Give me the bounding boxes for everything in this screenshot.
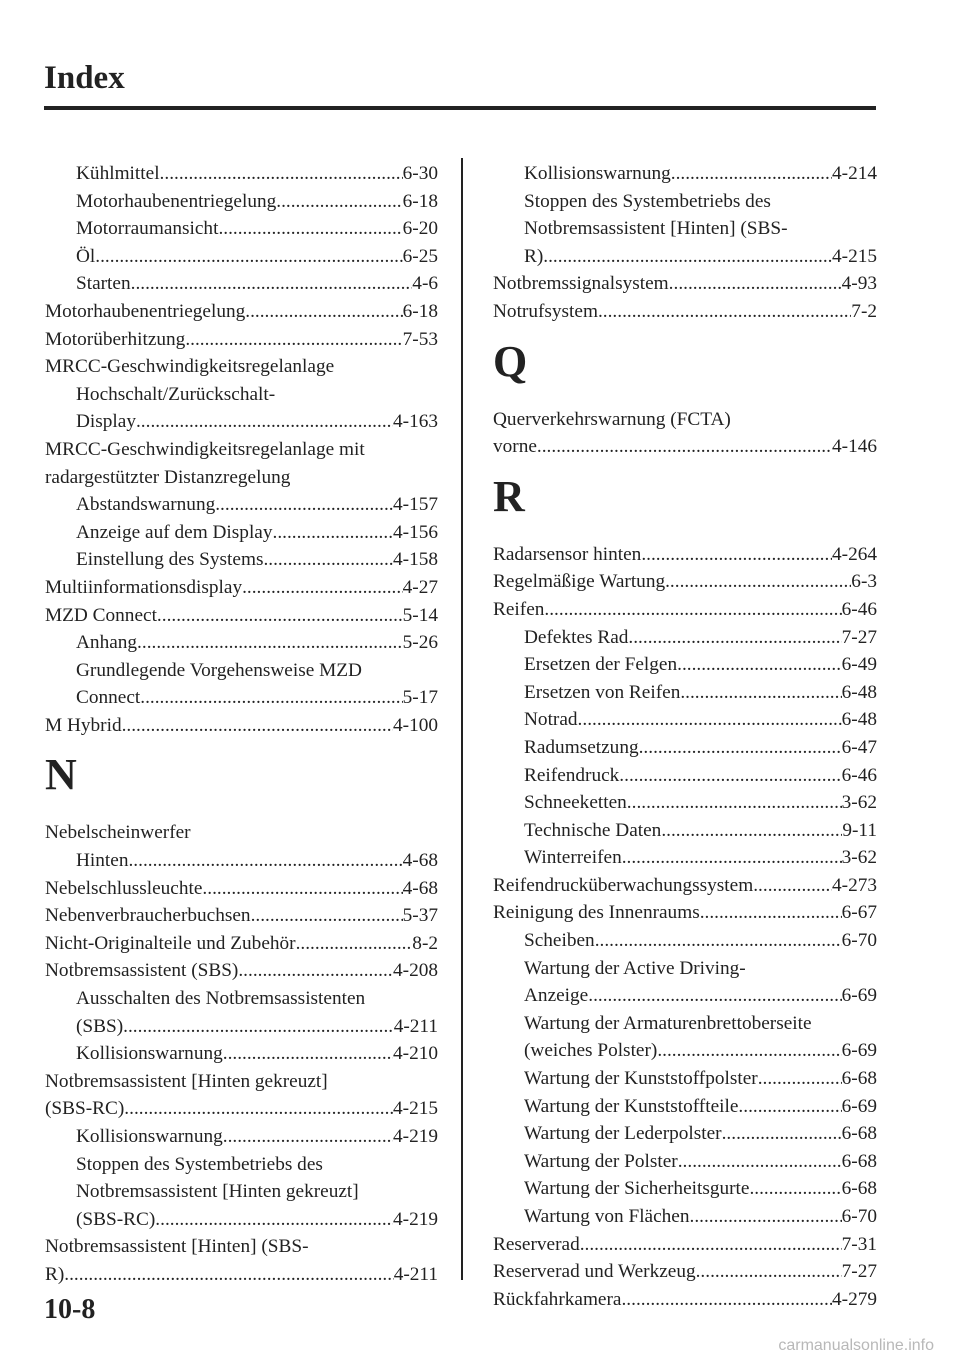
index-entry-label: Reserverad: [493, 1233, 580, 1255]
index-entry: [493, 1148, 877, 1176]
index-entry: [493, 624, 877, 652]
index-entry-label: Motorüberhitzung: [45, 328, 186, 350]
index-entry: [45, 930, 438, 958]
dot-leader: [580, 1231, 842, 1259]
index-entry: [45, 519, 438, 547]
index-entry-text: [45, 464, 438, 492]
index-entry-page: 6-18: [402, 300, 438, 322]
watermark: carmanualsonline.info: [778, 1337, 934, 1354]
dot-leader: [578, 706, 842, 734]
index-entry-page: 3-62: [841, 792, 877, 814]
index-entry: [45, 160, 438, 188]
index-entry-page: 6-47: [841, 736, 877, 758]
index-entry-label: Winterreifen: [524, 847, 622, 869]
index-entry-page: 6-48: [841, 681, 877, 703]
index-entry-label: radargestützter Distanzregelung: [45, 466, 291, 488]
index-entry-page: 4-273: [832, 874, 877, 896]
index-entry: [493, 596, 877, 624]
index-entry-label: Nebenverbraucherbuchsen: [45, 905, 251, 927]
index-entry-label: Grundlegende Vorgehensweise MZD: [76, 659, 362, 681]
dot-leader: [263, 546, 393, 574]
index-entry: [493, 1093, 877, 1121]
index-entry-page: 4-215: [393, 1098, 438, 1120]
index-entry-label: R): [45, 1263, 65, 1285]
index-entry-label: Starten: [76, 273, 131, 295]
column-divider: [461, 158, 463, 1280]
dot-leader: [639, 734, 842, 762]
index-entry-page: 4-214: [832, 163, 877, 184]
index-entry-page: 4-6: [412, 273, 438, 295]
index-entry-label: Wartung der Lederpolster: [524, 1123, 722, 1145]
dot-leader: [677, 651, 842, 679]
index-entry-text: [45, 985, 438, 1013]
index-entry-page: 4-219: [393, 1208, 438, 1230]
index-entry-page: 6-48: [841, 709, 877, 731]
index-entry-label: (SBS): [76, 1015, 124, 1037]
dot-leader: [124, 1095, 393, 1123]
index-entry-page: 6-68: [841, 1068, 877, 1090]
dot-leader: [700, 899, 842, 927]
index-entry-page: 6-68: [841, 1123, 877, 1145]
index-entry-page: 4-68: [402, 850, 438, 872]
index-entry: [493, 651, 877, 679]
dot-leader: [123, 1013, 394, 1041]
dot-leader: [242, 574, 403, 602]
dot-leader: [680, 679, 841, 707]
index-entry-page: 4-163: [393, 411, 438, 433]
dot-leader: [622, 844, 842, 872]
dot-leader: [273, 519, 394, 547]
index-entry-label: Motorraumansicht: [76, 218, 219, 240]
index-entry: [45, 1123, 438, 1151]
index-entry: [45, 546, 438, 574]
index-entry-page: 6-68: [841, 1150, 877, 1172]
index-entry: [45, 298, 438, 326]
index-entry-page: 4-156: [393, 521, 438, 543]
index-entry-page: 6-25: [402, 245, 438, 267]
index-entry: [493, 243, 877, 271]
index-entry-text: [493, 406, 877, 434]
index-entry-page: 6-70: [841, 930, 877, 952]
index-column-right: [493, 160, 877, 1313]
dot-leader: [128, 847, 402, 875]
index-entry-page: 7-27: [841, 626, 877, 648]
index-entry-label: Connect: [76, 687, 141, 709]
dot-leader: [696, 1258, 842, 1286]
dot-leader: [137, 629, 403, 657]
index-entry-page: 4-146: [832, 436, 877, 458]
index-entry: [493, 844, 877, 872]
index-entry: [493, 679, 877, 707]
index-entry-page: 9-11: [842, 819, 877, 841]
index-entry-label: Nebelschlussleuchte: [45, 877, 203, 899]
dot-leader: [749, 1175, 841, 1203]
index-entry-label: MRCC-Geschwindigkeitsregelanlage: [45, 356, 335, 378]
index-entry-label: (SBS-RC): [45, 1098, 125, 1120]
index-entry: [493, 817, 877, 845]
index-entry-text: [493, 955, 877, 983]
index-entry-label: Notrufsystem: [493, 300, 598, 322]
dot-leader: [588, 982, 841, 1010]
dot-leader: [238, 957, 393, 985]
dot-leader: [738, 1093, 841, 1121]
dot-leader: [276, 188, 402, 216]
section-letter-heading: R: [493, 471, 525, 521]
index-entry: [45, 712, 438, 740]
index-entry-label: MRCC-Geschwindigkeitsregelanlage mit: [45, 438, 365, 460]
index-entry-label: Display: [76, 411, 136, 433]
index-entry: [45, 684, 438, 712]
index-entry: [45, 574, 438, 602]
index-entry-page: 6-18: [402, 190, 438, 212]
index-entry-label: (weiches Polster): [524, 1040, 658, 1062]
index-entry-page: 6-69: [841, 1040, 877, 1062]
index-entry: [493, 568, 877, 596]
index-entry-label: Schneeketten: [524, 792, 627, 814]
dot-leader: [215, 491, 393, 519]
index-entry: [493, 1175, 877, 1203]
index-entry-label: Ersetzen der Felgen: [524, 654, 678, 676]
index-entry-label: Notbremsassistent (SBS): [45, 960, 239, 982]
dot-leader: [202, 875, 402, 903]
dot-leader: [758, 1065, 842, 1093]
index-entry-label: Kühlmittel: [76, 163, 160, 184]
index-entry-label: Wartung der Armaturenbrettoberseite: [524, 1012, 812, 1034]
dot-leader: [678, 1148, 842, 1176]
index-entry-label: Reifendrucküberwachungssystem: [493, 874, 754, 896]
page-title: Index: [44, 60, 125, 96]
index-entry-label: Einstellung des Systems: [76, 549, 264, 571]
index-entry: [493, 899, 877, 927]
dot-leader: [245, 298, 402, 326]
index-entry: [493, 1286, 877, 1314]
index-entry-page: 5-26: [402, 632, 438, 654]
dot-leader: [619, 762, 841, 790]
index-entry: [45, 243, 438, 271]
index-entry-label: Radarsensor hinten: [493, 543, 642, 565]
index-entry-page: 6-3: [851, 571, 877, 593]
index-entry-text: [45, 819, 438, 847]
page-number: 10-8: [44, 1294, 96, 1325]
dot-leader: [595, 927, 842, 955]
index-entry-page: 4-68: [402, 877, 438, 899]
index-entry-page: 6-70: [841, 1206, 877, 1227]
index-entry-text: [45, 381, 438, 409]
index-entry-page: 4-157: [393, 494, 438, 516]
index-entry: [493, 1203, 877, 1231]
index-entry: [493, 734, 877, 762]
dot-leader: [131, 270, 413, 298]
index-entry-label: R): [524, 245, 544, 267]
index-entry-label: Wartung der Kunststoffteile: [524, 1095, 739, 1117]
index-entry-label: Reinigung des Innenraums: [493, 902, 700, 924]
dot-leader: [251, 902, 403, 930]
index-entry: [45, 957, 438, 985]
index-entry-text: [493, 188, 877, 216]
index-entry: [493, 541, 877, 569]
dot-leader: [753, 872, 832, 900]
dot-leader: [64, 1261, 393, 1289]
dot-leader: [223, 1040, 393, 1068]
index-entry-label: Ersetzen von Reifen: [524, 681, 681, 703]
index-entry: [45, 902, 438, 930]
index-entry-label: Kollisionswarnung: [76, 1043, 223, 1065]
dot-leader: [544, 596, 841, 624]
index-entry-label: Notbremsassistent [Hinten gekreuzt]: [76, 1181, 359, 1203]
dot-leader: [185, 326, 402, 354]
index-entry-text: [45, 1178, 438, 1206]
index-entry-page: 4-27: [402, 576, 438, 598]
index-entry-label: Öl: [76, 245, 96, 267]
index-entry: [493, 1231, 877, 1259]
index-entry-label: Wartung der Active Driving-: [524, 957, 746, 979]
index-entry-page: 6-69: [841, 985, 877, 1007]
index-entry-label: Wartung der Sicherheitsgurte: [524, 1178, 750, 1200]
index-entry: [493, 872, 877, 900]
index-entry: [45, 215, 438, 243]
index-entry-label: Notbremsassistent [Hinten gekreuzt]: [45, 1070, 328, 1092]
index-entry-page: 6-46: [841, 764, 877, 786]
dot-leader: [218, 215, 402, 243]
index-entry-text: [493, 215, 877, 243]
index-entry-label: Anzeige auf dem Display: [76, 521, 273, 543]
index-entry-page: 5-17: [402, 687, 438, 709]
index-entry-label: Anhang: [76, 632, 138, 654]
index-entry-label: Regelmäßige Wartung: [493, 571, 666, 593]
index-entry-text: [45, 1151, 438, 1179]
index-entry-label: Multiinformationsdisplay: [45, 576, 243, 598]
index-entry-text: [45, 353, 438, 381]
section-letter-heading: Q: [493, 336, 528, 386]
index-entry-label: Wartung von Flächen: [524, 1206, 690, 1227]
index-entry-label: M Hybrid: [45, 714, 122, 736]
index-entry: [493, 1037, 877, 1065]
index-entry: [493, 762, 877, 790]
index-entry-label: Reifendruck: [524, 764, 620, 786]
index-entry-text: [45, 1068, 438, 1096]
dot-leader: [140, 684, 402, 712]
index-entry-label: Querverkehrswarnung (FCTA): [493, 408, 731, 430]
index-entry-page: 4-210: [393, 1043, 438, 1065]
index-entry: [493, 160, 877, 188]
dot-leader: [627, 789, 842, 817]
index-entry: [493, 1120, 877, 1148]
index-entry-label: Reserverad und Werkzeug: [493, 1261, 696, 1283]
index-entry-text: [45, 436, 438, 464]
dot-leader: [628, 624, 841, 652]
dot-leader: [598, 298, 851, 326]
index-entry-label: Notbremsassistent [Hinten] (SBS-: [45, 1236, 309, 1258]
index-entry: [493, 298, 877, 326]
dot-leader: [641, 541, 832, 569]
index-entry-page: 4-215: [832, 245, 877, 267]
index-entry-page: 4-211: [393, 1015, 438, 1037]
index-entry-page: 6-69: [841, 1095, 877, 1117]
index-entry: [45, 629, 438, 657]
index-entry: [45, 326, 438, 354]
index-entry-page: 6-30: [402, 163, 438, 184]
index-entry-label: Radumsetzung: [524, 736, 639, 758]
index-entry-text: [45, 657, 438, 685]
index-entry: [45, 1261, 438, 1289]
index-entry: [45, 188, 438, 216]
index-entry: [45, 847, 438, 875]
index-entry-label: Wartung der Kunststoffpolster: [524, 1068, 758, 1090]
index-entry-label: Scheiben: [524, 930, 595, 952]
index-entry-page: 8-2: [412, 932, 438, 954]
index-entry-page: 7-31: [841, 1233, 877, 1255]
index-entry-label: Reifen: [493, 598, 545, 620]
index-entry-text: [493, 1010, 877, 1038]
index-entry: [45, 1013, 438, 1041]
dot-leader: [722, 1120, 842, 1148]
index-entry-label: Wartung der Polster: [524, 1150, 678, 1172]
dot-leader: [155, 1206, 393, 1234]
index-entry: [493, 1065, 877, 1093]
index-entry-page: 6-49: [841, 654, 877, 676]
index-entry: [45, 875, 438, 903]
index-entry: [45, 1095, 438, 1123]
index-entry-page: 4-100: [393, 714, 438, 736]
index-entry-label: Stoppen des Systembetriebs des: [524, 190, 771, 212]
index-entry: [493, 927, 877, 955]
index-entry-page: 4-208: [393, 960, 438, 982]
dot-leader: [543, 243, 832, 271]
dot-leader: [136, 408, 393, 436]
index-entry-page: 6-67: [841, 902, 877, 924]
dot-leader: [665, 568, 851, 596]
index-entry-page: 4-279: [832, 1288, 877, 1310]
index-entry-label: Hinten: [76, 850, 129, 872]
index-entry: [45, 1040, 438, 1068]
dot-leader: [296, 930, 413, 958]
index-entry: [45, 1206, 438, 1234]
index-entry: [493, 982, 877, 1010]
dot-leader: [537, 433, 832, 461]
index-entry-page: 6-46: [841, 598, 877, 620]
index-entry-label: Defektes Rad: [524, 626, 629, 648]
index-entry: [493, 1258, 877, 1286]
index-entry-label: Hochschalt/Zurückschalt-: [76, 383, 276, 405]
dot-leader: [661, 817, 842, 845]
index-entry-label: Notbremssignalsystem: [493, 273, 669, 295]
index-entry-page: 4-219: [393, 1126, 438, 1147]
dot-leader: [671, 160, 832, 188]
dot-leader: [657, 1037, 841, 1065]
index-entry-page: 6-20: [402, 218, 438, 240]
index-entry-page: 4-211: [393, 1263, 438, 1285]
index-entry-label: MZD Connect: [45, 604, 157, 626]
index-entry-label: Anzeige: [524, 985, 589, 1007]
index-entry: [45, 491, 438, 519]
dot-leader: [690, 1203, 842, 1231]
index-entry-page: 7-53: [402, 328, 438, 350]
index-entry-text: [45, 1233, 438, 1261]
index-entry-label: Nebelscheinwerfer: [45, 822, 191, 844]
index-entry: [493, 789, 877, 817]
index-entry-page: 6-68: [841, 1178, 877, 1200]
section-letter-heading: N: [45, 750, 77, 800]
dot-leader: [669, 270, 842, 298]
index-entry-page: 5-14: [402, 604, 438, 626]
index-entry-label: Kollisionswarnung: [524, 163, 671, 184]
index-entry-page: 3-62: [841, 847, 877, 869]
index-entry-label: Ausschalten des Notbremsassistenten: [76, 988, 366, 1010]
index-entry-label: (SBS-RC): [76, 1208, 156, 1230]
dot-leader: [157, 602, 403, 630]
index-column-left: [45, 160, 438, 1289]
index-entry: [45, 408, 438, 436]
index-entry-label: Rückfahrkamera: [493, 1288, 622, 1310]
index-entry-label: vorne: [493, 436, 537, 458]
index-entry-page: 7-27: [841, 1261, 877, 1283]
dot-leader: [160, 160, 403, 188]
index-entry-label: Kollisionswarnung: [76, 1126, 223, 1147]
index-entry: [493, 270, 877, 298]
index-entry-label: Notbremsassistent [Hinten] (SBS-: [524, 218, 788, 240]
index-entry-page: 4-93: [841, 273, 877, 295]
index-entry: [45, 270, 438, 298]
index-entry-page: 4-264: [832, 543, 877, 565]
index-entry-page: 5-37: [402, 905, 438, 927]
index-entry: [493, 706, 877, 734]
index-entry-page: 7-2: [851, 300, 877, 322]
index-entry: [45, 602, 438, 630]
index-entry-label: Notrad: [524, 709, 578, 731]
dot-leader: [122, 712, 393, 740]
index-entry: [493, 433, 877, 461]
dot-leader: [223, 1123, 393, 1151]
index-entry-label: Abstandswarnung: [76, 494, 216, 516]
dot-leader: [95, 243, 402, 271]
index-entry-label: Stoppen des Systembetriebs des: [76, 1153, 323, 1175]
index-entry-label: Nicht-Originalteile und Zubehör: [45, 932, 296, 954]
index-entry-label: Motorhaubenentriegelung: [45, 300, 246, 322]
header-rule: [44, 106, 876, 110]
index-entry-label: Motorhaubenentriegelung: [76, 190, 277, 212]
index-entry-label: Technische Daten: [524, 819, 662, 841]
index-entry-page: 4-158: [393, 549, 438, 571]
dot-leader: [621, 1286, 832, 1314]
